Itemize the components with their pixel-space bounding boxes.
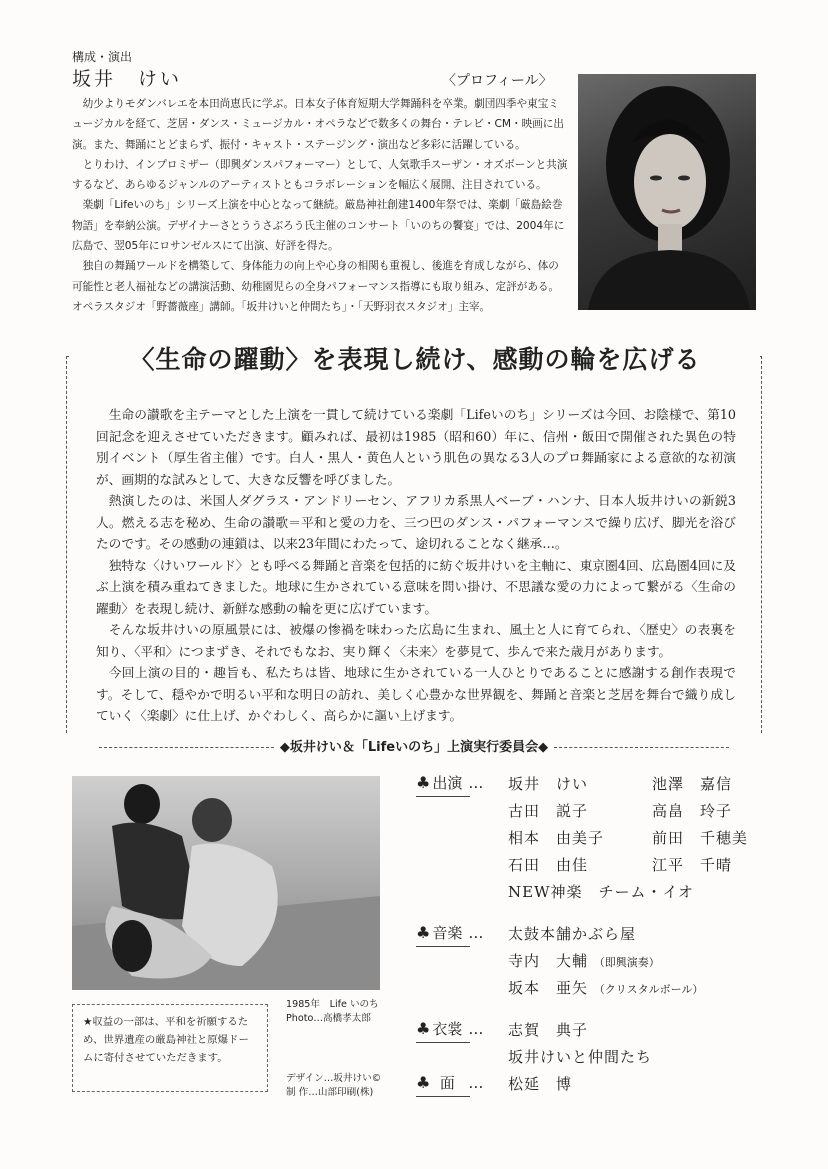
category-performers <box>416 772 485 793</box>
feature-paragraph: 今回上演の目的・趣旨も、私たちは皆、地球に生かされている一人ひとりであることに感謝する創作表現です。そして、穏やかで明るい平和な明日の訪れ、美しく心豊かな世界観を、舞踊と音楽と芝居を舞台で織り成していく〈楽劇〉に仕上げ、かぐわしく、高らかに謳い上げます。 <box>96 665 736 723</box>
cast-entry: 志賀 典子 <box>508 1021 589 1039</box>
cast-entry: 前田 千穂美 <box>652 829 749 847</box>
profile-paragraph: 幼少よりモダンバレエを本田尚恵氏に学ぶ。日本女子体育短期大学舞踊科を卒業。劇団四季や東宝ミュージカルを経て、芝居・ダンス・ミュージカル・オペラなどで数多くの舞台・テレビ・CM・映画に出演。また、舞踊にとどまらず、振付・キャスト・ステージング・演出など多彩に活躍している。 <box>72 98 564 151</box>
category-music <box>416 922 485 943</box>
category-label: 衣裳 <box>432 1020 463 1038</box>
design-credit: デザイン…坂井けい© <box>286 1073 382 1084</box>
category-label: 音楽 <box>432 924 463 942</box>
cast-entry: 江平 千晴 <box>652 856 733 874</box>
committee-name <box>66 736 762 755</box>
cast-entry: 坂井けいと仲間たち <box>508 1048 653 1066</box>
photo-caption-credit: Photo…高橋孝太郎 <box>286 1013 371 1024</box>
cast-entry: 高畠 玲子 <box>652 802 733 820</box>
cast-entry-name: 坂本 亜矢 <box>508 979 589 997</box>
director-name: 坂井 けい <box>72 68 183 90</box>
committee-label: ◆坂井けい＆「Lifeいのち」上演実行委員会◆ <box>279 740 549 755</box>
category-rule <box>416 1042 470 1043</box>
category-dots: … <box>468 1019 486 1038</box>
profile-paragraph: 独自の舞踊ワールドを構築して、身体能力の向上や心身の相関も重視し、後進を育成しながら、体の可能性と老人福祉などの講演活動、幼稚園児らの全身パフォーマンス指導にも取り組み、定評がある。オペラスタジオ「野薔薇座」講師。「坂井けいと仲間たち」・「天野羽衣スタジオ」主宰。 <box>72 260 560 313</box>
profile-paragraph: とりわけ、インプロミザー（即興ダンスパフォーマー）として、人気歌手スーザン・オズボーンと共演するなど、あらゆるジャンルのアーティストともコラボレーションを幅広く展開、注目されている。 <box>72 158 568 192</box>
feature-title: 〈生命の躍動〉を表現し続け、感動の輪を広げる <box>70 340 760 376</box>
category-dots: … <box>468 923 486 942</box>
feature-paragraph: 生命の讃歌を主テーマとした上演を一貫して続けている楽劇「Lifeいのち」シリーズは今回、お陰様で、第10回記念を迎えさせていただきます。顧みれば、最初は1985（昭和60）年に、信州・飯田で開催された異色の特別イベント（厚生省主催）です。白人・黒人・黄色人という肌色の異なる3人のプロ舞踊家による意欲的な初演が、画期的な試みとして、大きな反響を呼びました。 <box>96 407 736 487</box>
category-masks <box>416 1072 485 1093</box>
cast-entry: 池澤 嘉信 <box>652 775 733 793</box>
portrait-illustration <box>578 74 756 310</box>
photo-caption <box>286 998 379 1026</box>
cast-entry: 坂井 けい <box>508 775 589 793</box>
club-icon: ♣ <box>416 923 431 942</box>
cast-entry: 松延 博 <box>508 1075 573 1093</box>
production-credit: 制 作…山部印刷(株) <box>286 1087 374 1098</box>
cast-entry <box>508 950 660 971</box>
cast-entry: NEW神楽 チーム・イオ <box>508 883 695 901</box>
cast-entry: 古田 説子 <box>508 802 589 820</box>
category-dots: … <box>468 1073 486 1092</box>
club-icon: ♣ <box>416 1019 431 1038</box>
photo-caption-year: 1985年 Life いのち <box>286 999 379 1010</box>
feature-body <box>96 404 736 727</box>
cast-entry: 太鼓本舗かぶら屋 <box>508 925 637 943</box>
club-icon: ♣ <box>416 1073 431 1092</box>
category-costume <box>416 1018 485 1039</box>
category-dots: … <box>468 773 486 792</box>
cast-entry: 相本 由美子 <box>508 829 605 847</box>
production-credits <box>286 1072 381 1100</box>
dance-illustration <box>72 776 380 990</box>
cast-entry <box>508 977 703 998</box>
profile-paragraph: 楽劇「Lifeいのち」シリーズ上演を中心となって継続。厳島神社創建1400年祭では、楽劇「厳島絵巻物語」を奉納公演。デザイナーさとううさぶろう氏主催のコンサート「いのちの饗宴」では、2004年に広島で、翌05年にロサンゼルスにて出演、好評を得た。 <box>72 199 565 253</box>
feature-paragraph: 独特な〈けいワールド〉とも呼べる舞踊と音楽を包括的に紡ぐ坂井けいを主軸に、東京圏4回、広島圏4回に及ぶ上演を積み重ねてきました。地球に生かされている意味を問い掛け、不思議な愛の力によって繋がる〈生命の躍動〉を表現し続け、新鮮な感動の輪を更に広げています。 <box>96 557 736 616</box>
dance-photo <box>72 776 380 990</box>
feature-paragraph: そんな坂井けいの原風景には、被爆の惨禍を味わった広島に生まれ、風土と人に育てられ、〈歴史〉の表裏を知り、〈平和〉につまずき、それでもなお、実り輝く〈未来〉を夢見て、歩んで来た歳月があります。 <box>96 622 736 659</box>
category-label: 面 <box>439 1074 455 1092</box>
cast-entry-name: 寺内 大輔 <box>508 952 589 970</box>
category-label: 出演 <box>432 774 463 792</box>
cast-entry: 石田 由佳 <box>508 856 589 874</box>
profile-body <box>72 94 568 317</box>
cast-entry-note: （即興演奏） <box>593 956 660 969</box>
portrait-photo <box>578 74 756 310</box>
profile-heading: 〈プロフィール〉 <box>442 73 553 89</box>
role-label: 構成・演出 <box>72 50 133 64</box>
cast-entry-note: （クリスタルボール） <box>593 983 704 996</box>
category-rule <box>416 946 470 947</box>
donation-note: ★収益の一部は、平和を祈願するため、世界遺産の厳島神社と原爆ドームに寄付させていただきます。 <box>72 1004 268 1092</box>
feature-paragraph: 熱演したのは、米国人ダグラス・アンドリーセン、アフリカ系黒人ベーブ・ハンナ、日本人坂井けいの新鋭3人。燃える志を秘め、生命の讃歌＝平和と愛の力を、三つ巴のダンス・パフォーマンスで繰り広げ、脚光を浴びたのです。その感動の連鎖は、以来23年間にわたって、途切れることなく継承…。 <box>96 493 736 551</box>
category-rule <box>416 1096 470 1097</box>
category-rule <box>416 796 470 797</box>
club-icon: ♣ <box>416 773 431 792</box>
